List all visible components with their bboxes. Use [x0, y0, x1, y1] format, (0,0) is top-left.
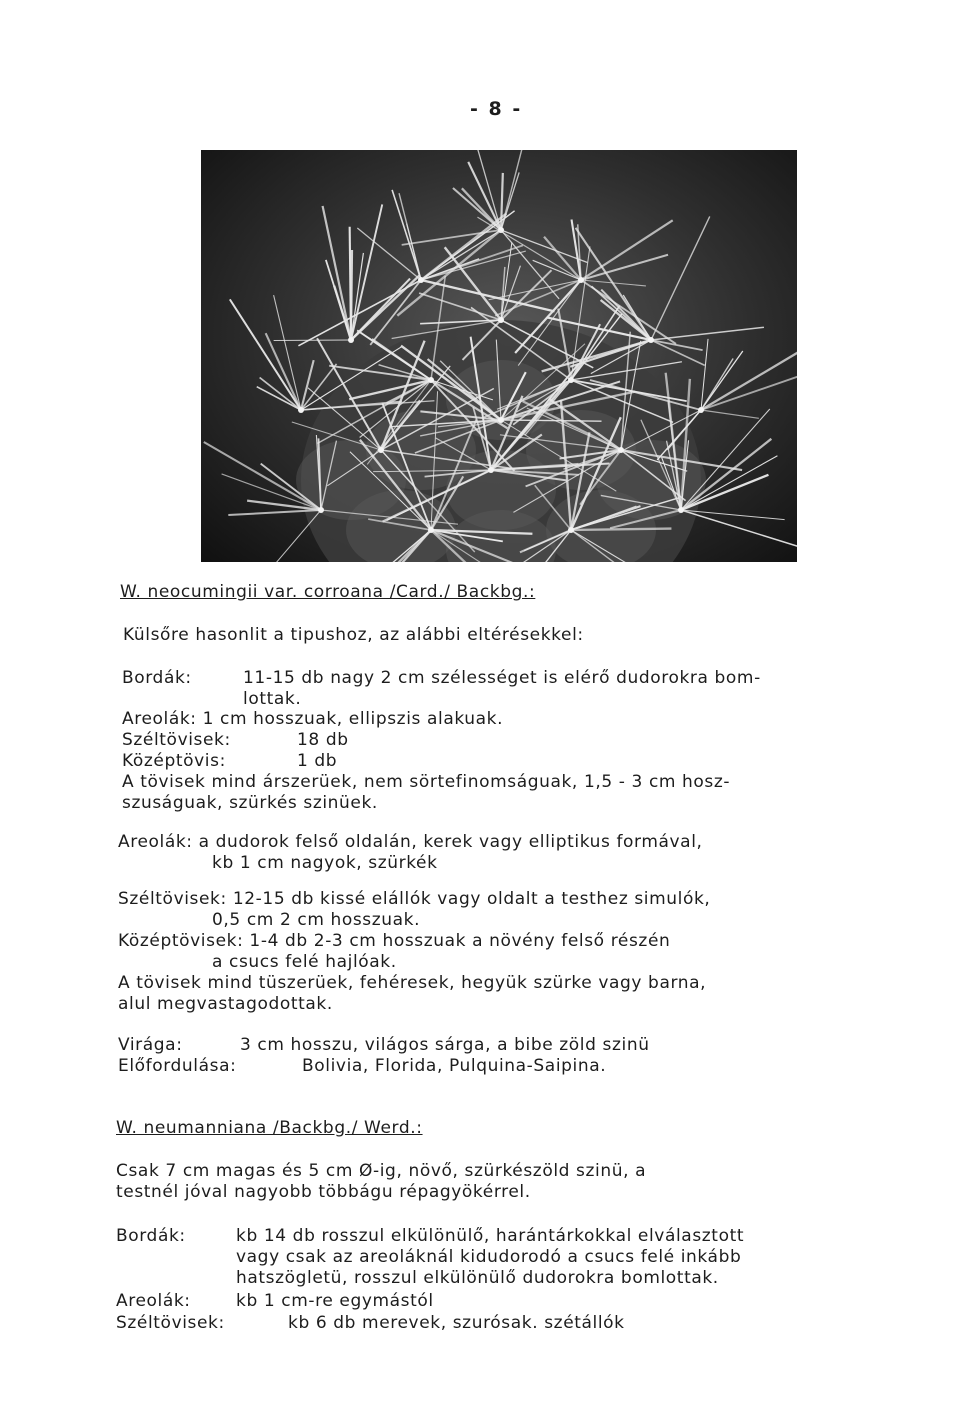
spine — [334, 286, 351, 340]
kozeptovisek2-line-1: Középtövisek: 1-4 db 2-3 cm hosszuak a növény felső részén — [118, 931, 671, 951]
spine — [230, 299, 301, 410]
areole — [648, 337, 654, 343]
spine — [701, 410, 759, 418]
cactus-photo — [201, 150, 797, 562]
areole — [618, 447, 624, 453]
spine — [581, 220, 673, 280]
spine — [651, 340, 703, 350]
bordak-text-cont: lottak. — [243, 689, 302, 709]
areole — [348, 337, 354, 343]
spine — [651, 327, 764, 340]
spine — [421, 211, 515, 280]
areole — [418, 277, 424, 283]
areolak2-line-2: kb 1 cm nagyok, szürkék — [212, 853, 438, 873]
spine — [501, 242, 512, 320]
szeltovisek3-label: Széltövisek: — [116, 1313, 225, 1333]
spine — [392, 190, 421, 280]
szeltovisek-label: Széltövisek: — [122, 730, 231, 750]
areole — [428, 527, 434, 533]
viraga-value: 3 cm hosszu, világos sárga, a bibe zöld szinü — [240, 1035, 650, 1055]
bordak-text: 11-15 db nagy 2 cm szélességet is elérő dudorokra bom- — [243, 668, 761, 688]
spine — [399, 193, 421, 280]
areole — [378, 447, 384, 453]
areole — [568, 377, 574, 383]
areole — [428, 377, 434, 383]
kozeptovisek2-line-2: a csucs felé hajlóak. — [212, 952, 397, 972]
bordak-label: Bordák: — [122, 668, 192, 688]
spine — [266, 333, 301, 410]
neumanniana-intro-2: testnél jóval nagyobb többágu répagyökérrel. — [116, 1182, 531, 1202]
intro-text: Külsőre hasonlit a tipushoz, az alábbi eltérésekkel: — [123, 625, 584, 645]
species-heading-neumanniana: W. neumanniana /Backbg./ Werd.: — [116, 1118, 423, 1138]
tovisek-line-1: A tövisek mind árszerüek, nem sörtefinomságuak, 1,5 - 3 cm hosz- — [122, 772, 731, 792]
spine — [571, 529, 671, 530]
spine — [581, 255, 668, 280]
bordak2-line-3: hatszögletü, rosszul elkülönülő dudorokra bomlottak. — [236, 1268, 719, 1288]
spine — [651, 340, 705, 365]
bordak2-label: Bordák: — [116, 1226, 186, 1246]
spine — [420, 230, 501, 280]
areole — [488, 467, 494, 473]
tovisek-line-2: szuságuak, szürkés szinüek. — [122, 793, 378, 813]
areole — [698, 407, 704, 413]
kozeptovis-value: 1 db — [297, 751, 338, 771]
tovisek2-line-2: alul megvastagodottak. — [118, 994, 333, 1014]
spine — [351, 204, 382, 340]
areolak2-line-1: Areolák: a dudorok felső oldalán, kerek vagy elliptikus formával, — [118, 832, 703, 852]
szeltovisek-value: 18 db — [297, 730, 349, 750]
spine — [419, 293, 501, 320]
areolak3-value: kb 1 cm-re egymástól — [236, 1291, 434, 1311]
neumanniana-intro-1: Csak 7 cm magas és 5 cm Ø-ig, növő, szürkészöld szinü, a — [116, 1161, 647, 1181]
spine — [323, 206, 351, 340]
areole — [578, 277, 584, 283]
areole — [568, 527, 574, 533]
spine — [351, 250, 352, 340]
areole — [318, 507, 324, 513]
elofordulasa-label: Előfordulása: — [118, 1056, 237, 1076]
tovisek2-line-1: A tövisek mind tüszerüek, fehéresek, hegyük szürke vagy barna, — [118, 973, 707, 993]
areole — [678, 507, 684, 513]
areolak3-label: Areolák: — [116, 1291, 191, 1311]
bordak2-line-2: vagy csak az areoláknál kidudorodó a csucs felé inkább — [236, 1247, 742, 1267]
kozeptovis-label: Középtövis: — [122, 751, 226, 771]
cactus-spines-illustration — [201, 150, 797, 562]
elofordulasa-value: Bolivia, Florida, Pulquina-Saipina. — [302, 1056, 607, 1076]
szeltovisek2-line-1: Széltövisek: 12-15 db kissé elállók vagy oldalt a testhez simulók, — [118, 889, 711, 909]
areolak-line: Areolák: 1 cm hosszuak, ellipszis alakuak. — [122, 709, 504, 729]
species-heading-corroana: W. neocumingii var. corroana /Card./ Backbg.: — [120, 582, 536, 602]
szeltovisek3-value: kb 6 db merevek, szurósak. szétállók — [288, 1313, 625, 1333]
szeltovisek2-line-2: 0,5 cm 2 cm hosszuak. — [212, 910, 421, 930]
viraga-label: Virága: — [118, 1035, 183, 1055]
areole — [498, 317, 504, 323]
areole — [498, 417, 504, 423]
bordak2-line-1: kb 14 db rosszul elkülönülő, harántárkokkal elválasztott — [236, 1226, 745, 1246]
spine — [477, 217, 581, 280]
page-number: - 8 - — [470, 98, 523, 120]
areole — [298, 407, 304, 413]
spine — [651, 216, 710, 340]
